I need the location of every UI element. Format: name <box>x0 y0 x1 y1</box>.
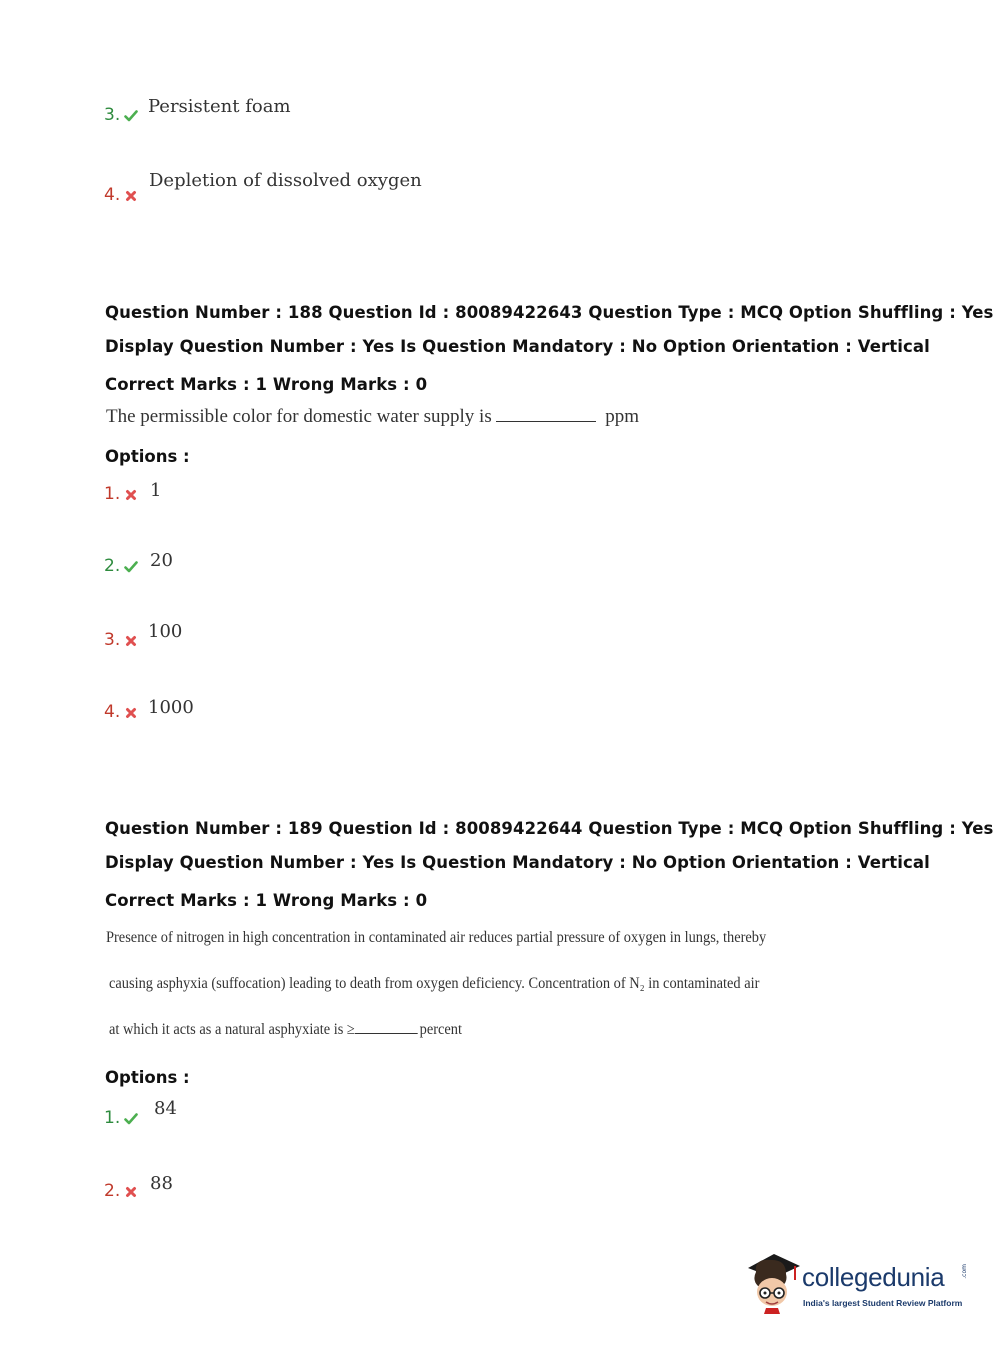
question-text: The permissible color for domestic water supply is ppm <box>106 406 639 427</box>
option-row <box>104 1181 138 1201</box>
option-text: 1000 <box>148 697 194 718</box>
check-icon <box>124 560 138 574</box>
option-number: 2. <box>104 556 121 576</box>
option-row <box>104 1108 138 1128</box>
collegedunia-logo[interactable] <box>742 1248 972 1328</box>
check-icon <box>124 109 138 123</box>
option-text: Persistent foam <box>148 96 291 117</box>
question-meta-line: Question Number : 189 Question Id : 80089422644 Question Type : MCQ Option Shuffling : Yes <box>105 819 994 838</box>
options-label: Options : <box>105 447 190 466</box>
option-number: 1. <box>104 1108 121 1128</box>
option-number: 1. <box>104 484 121 504</box>
option-text: 1 <box>150 480 162 501</box>
cross-icon <box>124 1185 138 1199</box>
question-marks: Correct Marks : 1 Wrong Marks : 0 <box>105 891 428 910</box>
options-label: Options : <box>105 1068 190 1087</box>
question-marks: Correct Marks : 1 Wrong Marks : 0 <box>105 375 428 394</box>
option-row <box>104 105 138 125</box>
question-text-line: causing asphyxia (suffocation) leading to death from oxygen deficiency. Concentration of N₂ in contaminated air <box>109 975 760 992</box>
mascot-icon <box>742 1248 802 1318</box>
cross-icon <box>124 189 138 203</box>
cross-icon <box>124 634 138 648</box>
option-row <box>104 630 138 650</box>
option-number: 4. <box>104 185 121 205</box>
option-text: Depletion of dissolved oxygen <box>149 170 422 191</box>
option-number: 3. <box>104 630 121 650</box>
question-text-line: at which it acts as a natural asphyxiate is ≥ percent <box>109 1021 462 1038</box>
option-text: 20 <box>150 550 173 571</box>
option-text: 100 <box>148 621 183 642</box>
answer-blank <box>355 1033 418 1034</box>
cross-icon <box>124 488 138 502</box>
question-meta-line: Display Question Number : Yes Is Question Mandatory : No Option Orientation : Vertical <box>105 853 930 872</box>
check-icon <box>124 1112 138 1126</box>
question-text-line: Presence of nitrogen in high concentration in contaminated air reduces partial pressure of oxygen in lungs, thereby <box>106 929 767 946</box>
option-text: 84 <box>154 1098 177 1119</box>
option-row <box>104 556 138 576</box>
option-number: 3. <box>104 105 121 125</box>
question-meta-line: Question Number : 188 Question Id : 80089422643 Question Type : MCQ Option Shuffling : Yes <box>105 303 994 322</box>
logo-suffix: .com <box>961 1264 968 1279</box>
question-meta-line: Display Question Number : Yes Is Question Mandatory : No Option Orientation : Vertical <box>105 337 930 356</box>
logo-tagline: India's largest Student Review Platform <box>803 1298 963 1308</box>
option-number: 2. <box>104 1181 121 1201</box>
cross-icon <box>124 706 138 720</box>
option-text: 88 <box>150 1173 173 1194</box>
option-row <box>104 185 138 205</box>
logo-name: collegedunia <box>802 1262 945 1292</box>
option-number: 4. <box>104 702 121 722</box>
option-row <box>104 484 138 504</box>
option-row <box>104 702 138 722</box>
answer-blank <box>496 421 596 422</box>
